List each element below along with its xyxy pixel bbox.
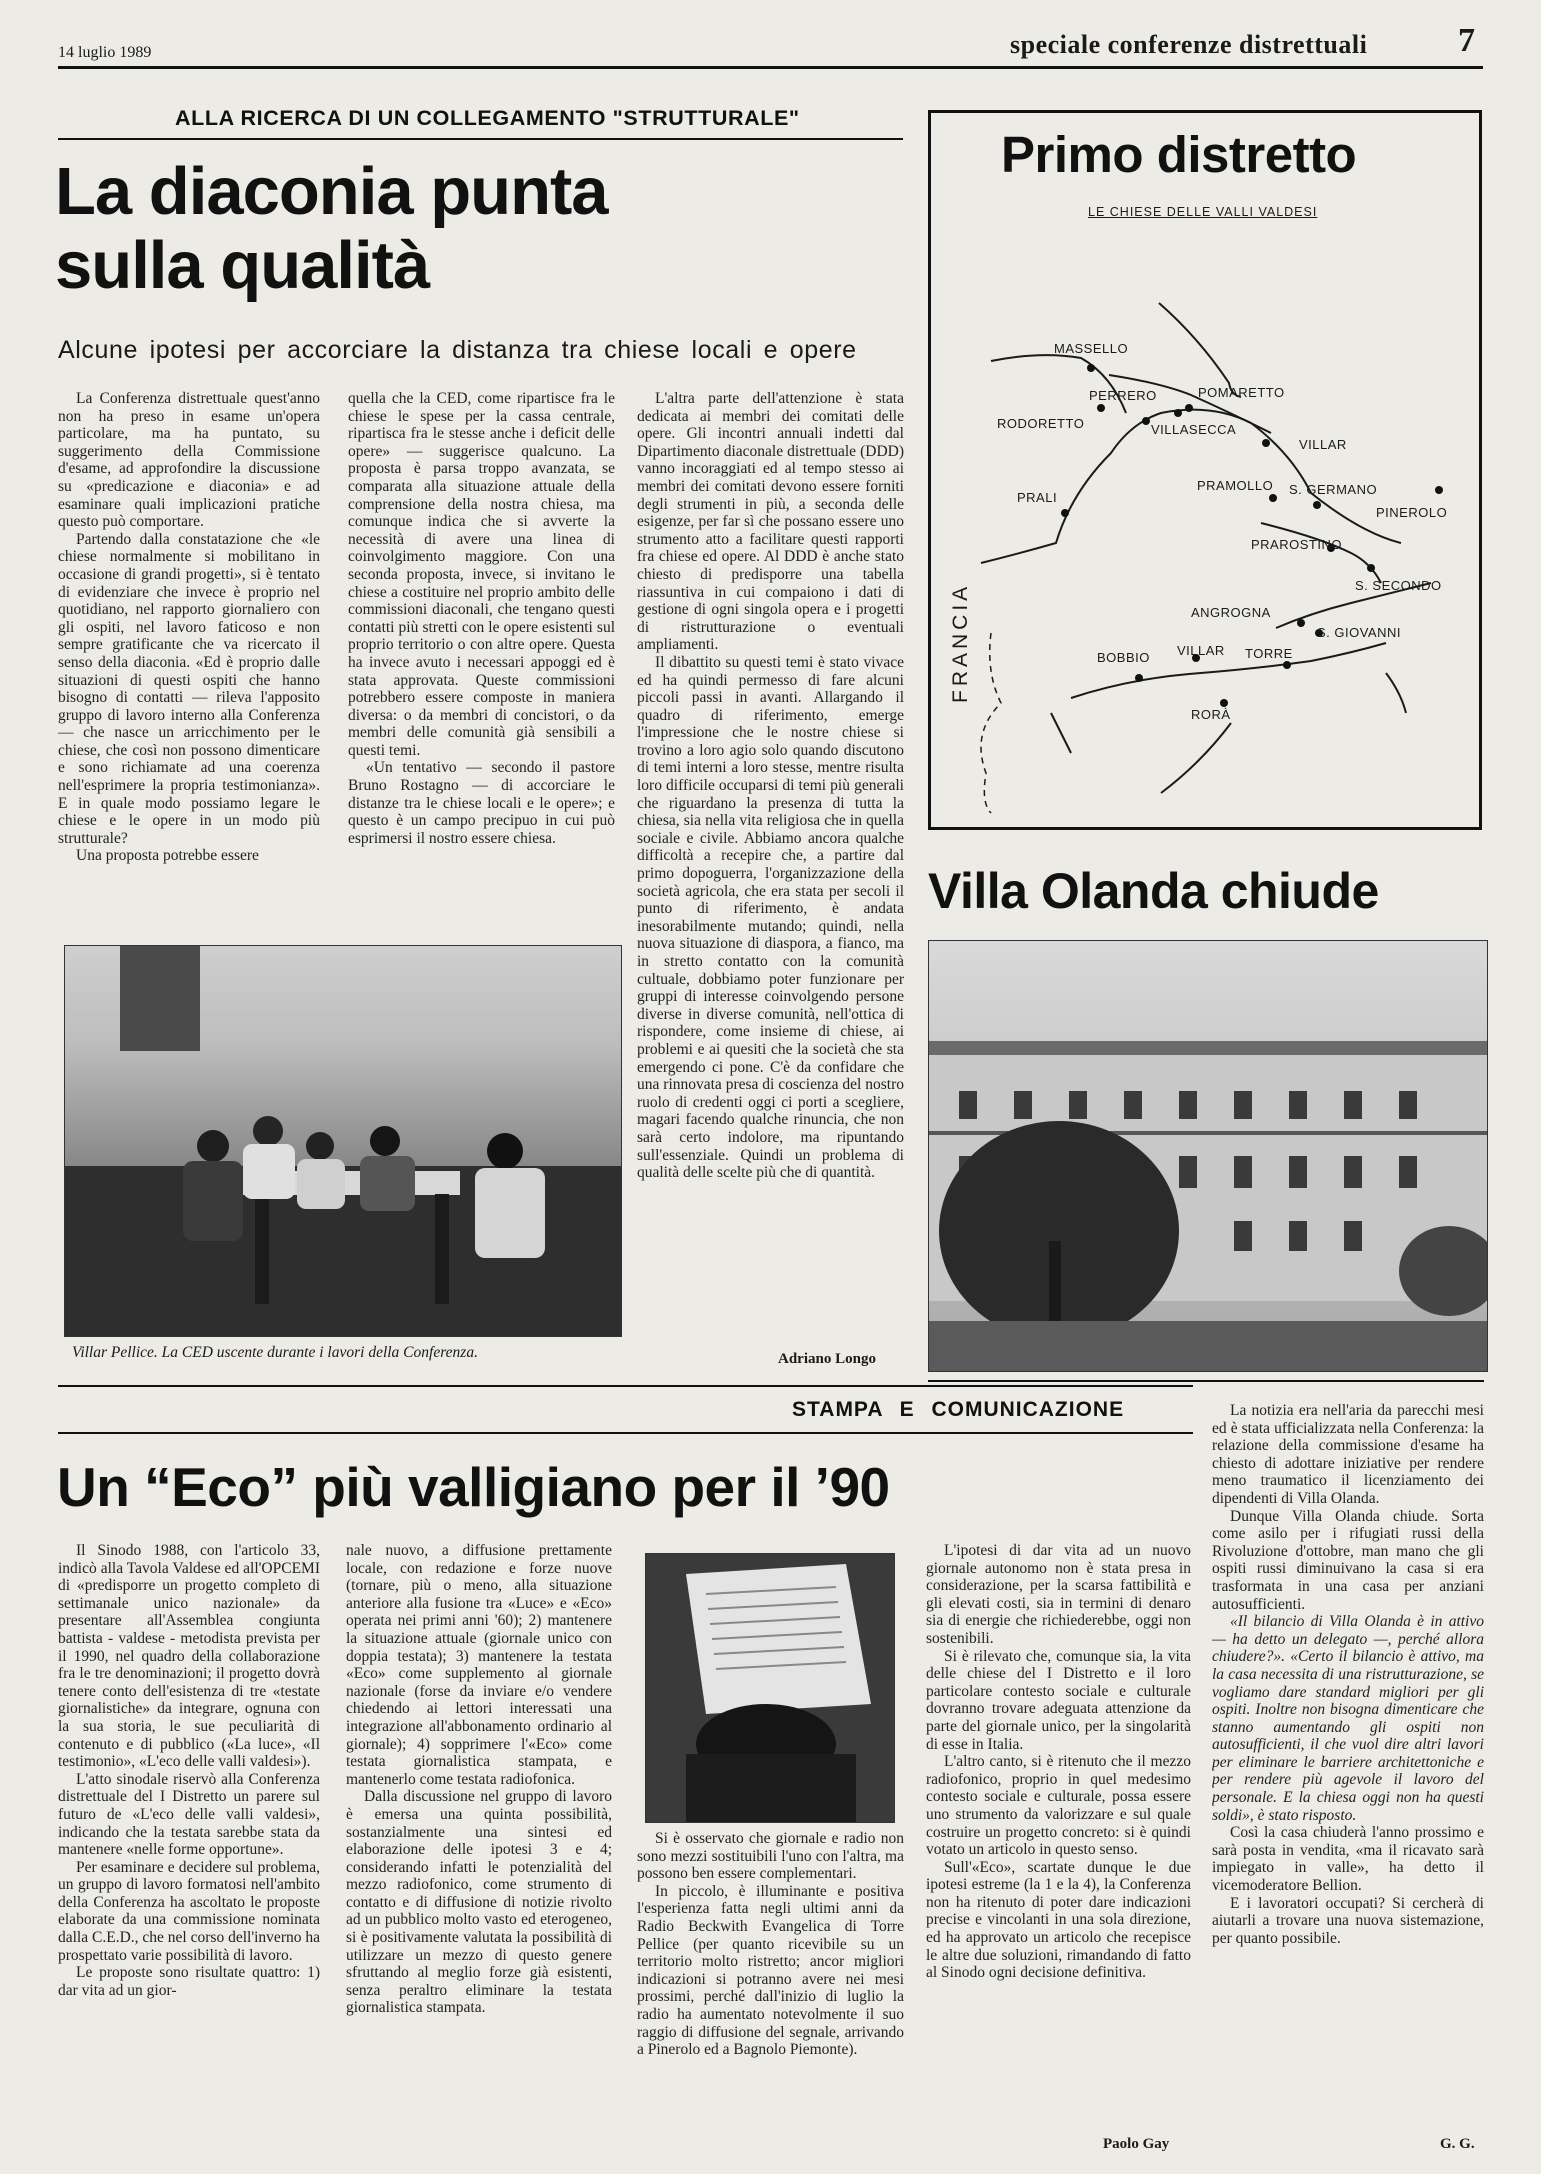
article2-paragraph: Così la casa chiuderà l'anno prossimo e sarà posta in vendita, «ma il ricavato sarà impiegato in valle», ha detto il vicemoderatore Bellion. (1212, 1824, 1484, 1895)
article3-column-1 (58, 1542, 320, 2132)
map-label: TORRE (1245, 646, 1293, 661)
article3-author: Paolo Gay (1103, 2136, 1170, 2152)
map-label: BOBBIO (1097, 650, 1150, 665)
article1-kicker: ALLA RICERCA DI UN COLLEGAMENTO "STRUTTURALE" (175, 106, 800, 130)
article1-column-1 (58, 390, 320, 920)
map-label: PRAROSTINO (1251, 537, 1342, 552)
article1-title-line1: La diaconia punta (55, 154, 608, 229)
newspaper-reader-image (646, 1554, 894, 1822)
article1-title (55, 155, 608, 303)
map-label: S. SECONDO (1355, 578, 1442, 593)
article3-paragraph: Si è rilevato che, comunque sia, la vita delle chiese del I Distretto e il loro particolare contesto sociale e culturale dovranno trovare adeguata attenzione da parte del giornale unico, per la singolarità di esse in Italia. (926, 1647, 1191, 1753)
article3-top-rule (58, 1385, 1193, 1387)
article3-paragraph: L'altro canto, si è ritenuto che il mezzo radiofonico, proprio in quel medesimo contesto sociale e culturale, possa essere uno strumento da valorizzare e sul quale costruire un progetto concreto: si è quindi votato un articolo in questo senso. (926, 1753, 1191, 1859)
villa-olanda-photo (928, 940, 1488, 1372)
article2-title: Villa Olanda chiude (928, 863, 1379, 919)
meeting-photo-image (65, 946, 621, 1336)
map-label: ANGROGNA (1191, 605, 1271, 620)
article1-column-2 (348, 390, 615, 920)
article3-paragraph: L'ipotesi di dar vita ad un nuovo giornale autonomo non è stata presa in considerazione, per la scarsa fattibilità e gli elevati costi, sia in termini di denaro sia di energie che richiederebbe, oggi non sostenibili. (926, 1542, 1191, 1647)
article2-author: G. G. (1440, 2136, 1475, 2152)
article1-title-line2: sulla qualità (55, 228, 430, 303)
article3-paragraph: Per esaminare e decidere sul problema, un gruppo di lavoro formatosi nell'ambito della Conferenza ha ascoltato le proposte elaborate da una commissione nominata dalla C.E.D., che nel corso dell'inverno ha prospettato varie possibilità di lavoro. (58, 1858, 320, 1964)
article3-paragraph: Si è osservato che giornale e radio non sono mezzi sostituibili l'uno con l'altra, ma possono ben essere complementari. (637, 1830, 904, 1883)
map-label: VILLAR (1177, 643, 1225, 658)
map-label: S. GERMANO (1289, 482, 1378, 497)
article1-subtitle: Alcune ipotesi per accorciare la distanza tra chiese locali e opere (58, 336, 857, 364)
map-label: VILLASECCA (1151, 422, 1237, 437)
article1-paragraph: Il dibattito su questi temi è stato vivace ed ha quindi permesso di fare alcuni piccoli passi in avanti. Allargando il quadro di riferimento, emerge l'impressione che le nostre chiese si trovino a loro agio solo quando discutono di temi interni a loro stesse, mentre risulta loro difficile occuparsi di temi più generali che riguardano la presenza di tutta la chiesa, sia nella vita religiosa che in quella sociale e civile. Abbiamo ancora qualche difficoltà a recepire che, a partire dal primo dopoguerra, l'organizzazione della società agricola, che era stata per secoli il punto di riferimento, è andata inesorabilmente mutando; quindi, nella nuova situazione di diaspora, a fianco, ma in stretto contatto con la comunità cultuale, dobbiamo poter funzionare per gruppi di interesse coinvolgendo persone diverse in diverse comunità, nell'ottica di rispondere, come insieme di chiese, ai problemi e ai quesiti che la società che sta emergendo ci pone. C'è da confidare che una rinnovata presa di coscienza del nostro ruolo di credenti oggi ci porti a scegliere, magari facendo qualche rinuncia, che non sarà certo indolore, ma ripuntando sull'essenziale. Quindi un problema di qualità delle scelte più che di quantità. (637, 653, 904, 1182)
map-label: MASSELLO (1054, 341, 1129, 356)
article3-paragraph: In piccolo, è illuminante e positiva l'esperienza fatta negli ultimi anni da Radio Beckwith Evangelica di Torre Pellice (per quanto ricevibile su un territorio molto ristretto; ancor migliori indicazioni si potranno avere nei mesi prossimi, perché dall'inizio di luglio la radio ha aumentato notevolmente il suo raggio di diffusione del segnale, arrivando a Pinerolo ed a Bagnolo Piemonte). (637, 1882, 904, 2059)
article3-column-3 (637, 1830, 904, 2130)
newspaper-reader-photo (645, 1553, 895, 1823)
article1-column-3 (637, 390, 904, 1330)
map-label: POMARETTO (1198, 385, 1285, 400)
article2-paragraph: La notizia era nell'aria da parecchi mesi ed è stata ufficializzata nella Conferenza: la relazione della commissione d'esame ha chiesto di adottare iniziative per rendere meno traumatico il licenziamento dei dipendenti di Villa Olanda. (1212, 1402, 1484, 1507)
header-rule (58, 66, 1483, 69)
article2-paragraph: Dunque Villa Olanda chiude. Sorta come asilo per i rifugiati russi della Rivoluzione d'ottobre, man mano che gli ospiti russi diminuivano la casa si era trasformata in una casa per anziani autosufficienti. (1212, 1507, 1484, 1613)
article1-author: Adriano Longo (778, 1351, 876, 1367)
map-label: S. GIOVANNI (1317, 625, 1401, 640)
meeting-photo-caption: Villar Pellice. La CED uscente durante i lavori della Conferenza. (72, 1344, 478, 1361)
article3-paragraph: L'atto sinodale riservò alla Conferenza distrettuale del I Distretto un parere sul futuro de «L'eco delle valli valdesi», indicando che la testata sarebbe stata da mantenere «nelle forme opportune». (58, 1770, 320, 1859)
article3-paragraph: Sull'«Eco», scartate dunque le due ipotesi estreme (la 1 e la 4), la Conferenza non ha ritenuto di poter dare indicazioni precise e vincolanti in una sola direzione, ed ha approvato un articolo che recepisce le altre due soluzioni, rimandando di fatto al Sinodo ogni decisione definitiva. (926, 1858, 1191, 1982)
article3-kicker-rule (58, 1432, 1193, 1434)
article3-kicker: STAMPA E COMUNICAZIONE (792, 1398, 1125, 1421)
article2-body (1212, 1402, 1484, 2122)
article1-paragraph: Una proposta potrebbe essere (76, 847, 259, 865)
article3-paragraph: Il Sinodo 1988, con l'articolo 33, indicò alla Tavola Valdese ed all'OPCEMI di «predisporre un progetto completo di settimanale unico nazionale» da presentare all'Assemblea congiunta battista - valdese - metodista prevista per il 1990, nel quadro della collaborazione fra le tre denominazioni; il progetto dovrà tenere conto dell'esistenza di tre «testate giornalistiche» da integrare, ognuna con la sua storia, le sue peculiarità di contenuto e di pubblico («La luce», «Il testimonio», «L'eco delle valli valdesi»). (58, 1542, 320, 1771)
district-map-box (928, 110, 1482, 830)
article3-column-2 (346, 1542, 612, 2132)
article3-title: Un “Eco” più valligiano per il ’90 (57, 1456, 890, 1518)
map-subtitle: LE CHIESE DELLE VALLI VALDESI (1088, 205, 1318, 219)
article2-rule (928, 1380, 1484, 1382)
map-label: RODORETTO (997, 416, 1085, 431)
map-label: VILLAR (1299, 437, 1347, 452)
map-label: PERRERO (1089, 388, 1157, 403)
page-date: 14 luglio 1989 (58, 44, 152, 61)
article1-kicker-rule (58, 138, 903, 140)
map-label: PINEROLO (1376, 505, 1448, 520)
map-country-label: FRANCIA (949, 582, 972, 703)
article3-column-4 (926, 1542, 1191, 2122)
article1-paragraph: L'altra parte dell'attenzione è stata dedicata ai membri dei comitati delle opere. Gli incontri annuali indetti dal Dipartimento diaconale distrettuale (DDD) vanno incoraggiati ed al tempo stesso ai membri dei comitati devono essere forniti degli strumenti in più, a seconda delle esigenze, per far sì che possano essere uno strumento atto a facilitare questi rapporti fra chiese ed opere. Al DDD è anche stato chiesto di predisporre una tabella riassuntiva in cui compaiono i dati di gestione di ogni singola opera e i progetti di ristrutturazione o eventuali ampliamenti. (637, 390, 904, 654)
article1-paragraph: quella che la CED, come ripartisce fra le chiese le spese per la cassa centrale, ripartisca fra le stesse anche i deficit delle opere» — suggerisce qualcuno. La proposta è parsa troppo avanzata, se comparata alla situazione attuale della comprensione della nostra chiesa, ma comunque indica che si avverte la necessità di avere una linea di coinvolgimento maggiore. Con una seconda proposta, invece, si invitano le chiese a costituire nel proprio ambito delle commissioni diaconali, che tengano questi contatti più stretti con le opere esistenti sul proprio territorio o con altre opere. Questa ha invece avuto i necessari appoggi ed è stata approvata. Queste commissioni potrebbero essere composte in maniera diversa: o da membri di concistori, o da membri delle comunità già sensibili a questi temi. (348, 390, 615, 759)
article3-paragraph: Le proposte sono risultate quattro: 1) dar vita ad un gior- (58, 1964, 320, 1999)
villa-olanda-image (929, 941, 1487, 1371)
article3-paragraph: Dalla discussione nel gruppo di lavoro è emersa una quinta possibilità, sostanzialmente una sintesi ed elaborazione delle ipotesi 3 e 4; considerando infatti le potenzialità del mezzo radiofonico, come strumento di contatto e di diffusione di notizie rivolto ad un pubblico molto vasto ed eterogeneo, si è positivamente valutata la possibilità di utilizzare un mezzo di questo genere sfruttando al meglio forze già esistenti, senza peraltro eliminare la testata giornalistica stampata. (346, 1788, 612, 2017)
map-label: RORÀ (1191, 707, 1231, 722)
article1-paragraph: «Un tentativo — secondo il pastore Bruno Rostagno — di accorciare le distanze tra le chiese locali e le opere»; e questo è un campo precipuo in cui può esprimersi il nostro essere chiesa. (348, 759, 615, 847)
map-label: PRAMOLLO (1197, 478, 1274, 493)
article2-paragraph: E i lavoratori occupati? Si cercherà di aiutarli a trovare una nuova sistemazione, per quanto possibile. (1212, 1894, 1484, 1947)
map-label: PRALI (1017, 490, 1058, 505)
article3-paragraph: nale nuovo, a diffusione prettamente locale, con redazione e forze nuove (tornare, più o meno, alla situazione anteriore alla fusione tra «Luce» e «Eco» operata nei primi anni '60); 2) mantenere la situazione attuale (giornale unico con doppia testata); 3) mantenere la testata «Eco» come supplemento al giornale nazionale (forse da inviare e/o vendere chiedendo ai lettori interessati una integrazione all'abbonamento ordinario al giornale); 4) sopprimere l'«Eco» come testata giornalistica stampata, e mantenerlo come testata radiofonica. (346, 1542, 612, 1788)
article1-paragraph: La Conferenza distrettuale quest'anno non ha preso in esame un'opera particolare, ma ha puntato, su suggerimento della Commissione d'esame, ad approfondire la discussione su «predicazione e diaconia» e ad esaminare quali implicazioni pratiche questo può comportare. (58, 390, 320, 531)
article1-paragraph: Partendo dalla constatazione che «le chiese normalmente si mobilitano in occasione di grandi progetti», si è tentato di evidenziare che invece è proprio nel quotidiano, nel rapporto giornaliero con gli ospiti, nel lavoro faticoso e non sempre gratificante che va ricercato il senso della diaconia. «Ed è proprio dalle situazioni di questi ospiti che hanno bisogno di contatti — rileva l'apposito gruppo di lavoro interno alla Conferenza — che nasce un arricchimento per le chiese, che così non possono dimenticare e sono richiamate ad una coerenza nell'esprimere la propria testimonianza». E in quale modo possiamo legare le chiese e le opere in un modo più strutturale? (58, 530, 320, 847)
meeting-photo (64, 945, 622, 1337)
map-title: Primo distretto (1001, 126, 1357, 183)
article2-paragraph: «Il bilancio di Villa Olanda è in attivo — ha detto un delegato —, perché allora chiudere?». «Certo il bilancio è attivo, ma la casa necessita di una ristrutturazione, se vogliamo dare standard migliori per gli ospiti. Inoltre non bisogna dimenticare che stanno aumentando gli ospiti non autosufficienti, il che vuol dire altri lavori per eliminare le barriere architettoniche e per rendere più agevole il lavoro del personale. E la chiesa oggi non ha questi soldi», è stato risposto. (1212, 1613, 1484, 1824)
page-number: 7 (1458, 22, 1475, 59)
section-title: speciale conferenze distrettuali (1010, 30, 1368, 59)
